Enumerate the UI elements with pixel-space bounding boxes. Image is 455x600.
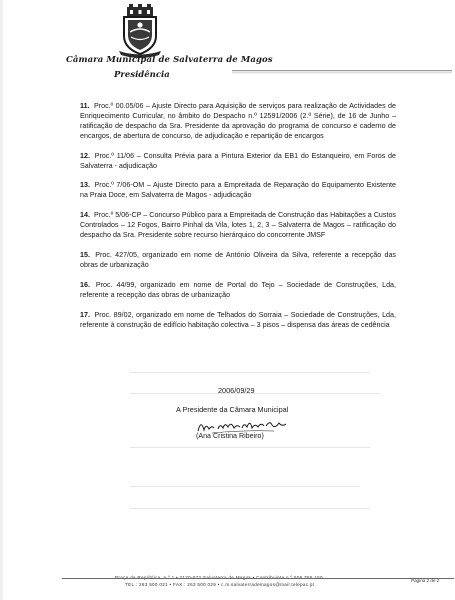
- agenda-item: [80, 102, 396, 142]
- scan-artifact: [130, 486, 360, 487]
- footer-rule: [62, 578, 454, 579]
- item-number: 13.: [80, 181, 90, 190]
- agenda-item: [80, 181, 396, 201]
- scan-artifact: [130, 393, 380, 394]
- item-number: 12.: [80, 151, 90, 160]
- item-number: 15.: [80, 250, 90, 259]
- signatory-name: (Ana Cristina Ribeiro): [196, 432, 264, 440]
- scan-artifact: [130, 372, 370, 373]
- document-date: 2006/09/29: [218, 386, 255, 395]
- item-text: Proc. 427/05, organizado em nome de António Oliveira da Silva, referente a recepção das obras de urbanização: [80, 250, 396, 269]
- item-number: 11.: [80, 102, 90, 110]
- agenda-item: [80, 152, 396, 172]
- agenda-item: [80, 211, 396, 241]
- item-text: Proc.º 7/06-OM – Ajuste Directo para a Empreitada de Reparação do Equipamento Existente na Praia Doce, em Salvaterra de Magos - adjudicação: [80, 181, 396, 200]
- signatory-title: A Presidente da Câmara Municipal: [176, 405, 289, 414]
- scan-edge: [0, 0, 3, 600]
- footer-contacts: TEL.: 263 500 021 • FAX.: 263 500 029 • c.m.salvaterrademagos@mail.telepac.pt: [125, 582, 315, 587]
- item-number: 17.: [80, 310, 90, 319]
- page-number: Página 2 de 2: [411, 578, 440, 583]
- department-name: Presidência: [114, 70, 170, 80]
- item-number: 14.: [80, 211, 90, 220]
- scan-artifact: [130, 508, 370, 509]
- agenda-list: [80, 102, 396, 340]
- header-rule: [232, 70, 452, 74]
- organization-name: Câmara Municipal de Salvaterra de Magos: [66, 55, 273, 65]
- item-text: Proc.º 11/06 – Consulta Prévia para a Pintura Exterior da EB1 do Estanqueiro, em Foros de Salvaterra - adjudicação: [80, 151, 397, 170]
- item-text: Proc. 44/99, organizado em nome de Portal do Tejo – Sociedade de Construções, Lda, referente a recepção das obras de urbanização: [80, 280, 397, 299]
- item-text: Proc. 89/02, organizado em nome de Telhados do Sorraia – Sociedade de Construções, Lda, referente à construção de edifício habitação colectiva – 3 pisos – dispensa das áreas de cedência: [80, 310, 396, 329]
- agenda-item: [80, 251, 396, 271]
- item-number: 16.: [80, 280, 90, 289]
- agenda-item: [80, 311, 396, 331]
- scan-artifact: [130, 447, 370, 448]
- item-text: Proc.º 00.05/06 – Ajuste Directo para Aquisição de serviços para realização de Actividades de Enriquecimento Curricular, no âmbito do Despacho n.º 12591/2006 (2.ª Série), de 16 de Junho – ratificação de despacho da Sra. Presidente da aprovação do programa de concurso e caderno de encargos, de abertura de concurso, de adjudicação e repartição de encargos: [80, 102, 396, 140]
- municipal-crest-icon: [113, 4, 167, 58]
- item-text: Proc.º 5/06-CP – Concurso Público para a Empreitada de Construção das Habitações a Custos Controlados – 12 Fogos, Bairro Pinhal da Vila, lotes 1, 2, 3 – Salvaterra de Magos – ratificação do despacho da Sra. Presidente sobre recurso hierárquico do concorrente JMSF: [80, 211, 396, 240]
- agenda-item: [80, 281, 396, 301]
